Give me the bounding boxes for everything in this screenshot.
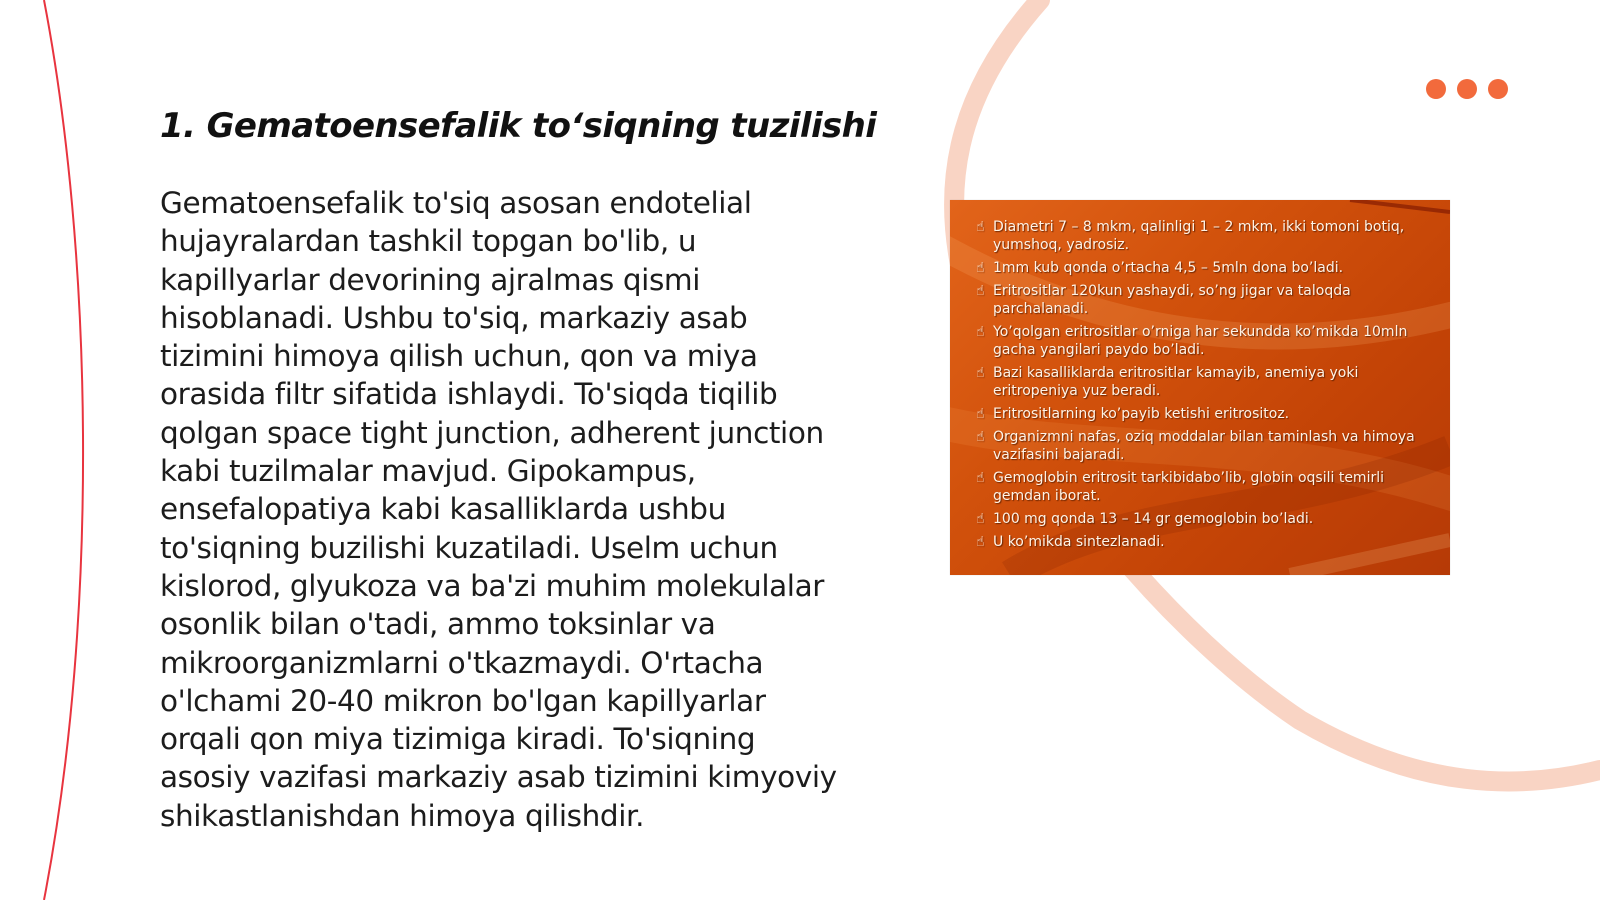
erythrocyte-bullet-list (976, 218, 1436, 556)
hand-pointer-icon: ☝ (976, 534, 985, 550)
bullet-text: Bazi kasalliklarda eritrositlar kamayib, anemiya yoki eritropeniya yuz beradi. (993, 365, 1359, 399)
bullet-item (976, 364, 1436, 400)
hand-pointer-icon: ☝ (976, 511, 985, 527)
bullet-item (976, 323, 1436, 359)
bullet-item (976, 282, 1436, 318)
hand-pointer-icon: ☝ (976, 219, 985, 235)
bullet-item (976, 428, 1436, 464)
bullet-item (976, 259, 1436, 277)
dot-icon (1457, 79, 1477, 99)
hand-pointer-icon: ☝ (976, 283, 985, 299)
dot-icon (1488, 79, 1508, 99)
bullet-text: U ko’mikda sintezlanadi. (993, 534, 1165, 550)
bullet-item (976, 469, 1436, 505)
hand-pointer-icon: ☝ (976, 429, 985, 445)
bullet-text: Yo’qolgan eritrositlar o’rniga har sekundda ko’mikda 10mln gacha yangilari paydo bo’ladi. (993, 324, 1408, 358)
bullet-text: Eritrositlarning ko’payib ketishi eritrositoz. (993, 406, 1290, 422)
bullet-item (976, 218, 1436, 254)
slide-title: 1. Gematoensefalik to‘siqning tuzilishi (160, 106, 877, 146)
bullet-item (976, 405, 1436, 423)
slide-body-text: Gematoensefalik to'siq asosan endotelial hujayralardan tashkil topgan bo'lib, u kapillyarlar devorining ajralmas qismi hisoblanadi. Ushbu to'siq, markaziy asab tizimini himoya qilish uchun, qon va miya orasida filtr sifatida ishlaydi. To'siqda tiqilib qolgan space tight junction, adherent junction kabi tuzilmalar mavjud. Gipokampus, ensefalopatiya kabi kasalliklarda ushbu to'siqning buzilishi kuzatiladi. Uselm uchun kislorod, glyukoza va ba'zi muhim molekulalar osonlik bilan o'tadi, ammo toksinlar va mikroorganizmlarni o'tkazmaydi. O'rtacha o'lchami 20-40 mikron bo'lgan kapillyarlar orqali qon miya tizimiga kiradi. To'siqning asosiy vazifasi markaziy asab tizimini kimyoviy shikastlanishdan himoya qilishdir. (160, 186, 837, 833)
bullet-item (976, 510, 1436, 528)
more-options-dots (1426, 79, 1508, 99)
bullet-text: Organizmni nafas, oziq moddalar bilan taminlash va himoya vazifasini bajaradi. (993, 429, 1415, 463)
bullet-text: Diametri 7 – 8 mkm, qalinligi 1 – 2 mkm, ikki tomoni botiq, yumshoq, yadrosiz. (993, 219, 1405, 253)
bullet-text: Gemoglobin eritrosit tarkibidabo’lib, globin oqsili temirli gemdan iborat. (993, 470, 1384, 504)
hand-pointer-icon: ☝ (976, 260, 985, 276)
bullet-item (976, 533, 1436, 551)
erythrocyte-info-image (950, 200, 1450, 575)
hand-pointer-icon: ☝ (976, 365, 985, 381)
hand-pointer-icon: ☝ (976, 406, 985, 422)
bullet-text: 1mm kub qonda o’rtacha 4,5 – 5mln dona bo’ladi. (993, 260, 1344, 276)
bullet-text: 100 mg qonda 13 – 14 gr gemoglobin bo’ladi. (993, 511, 1314, 527)
dot-icon (1426, 79, 1446, 99)
bullet-text: Eritrositlar 120kun yashaydi, so’ng jigar va taloqda parchalanadi. (993, 283, 1351, 317)
hand-pointer-icon: ☝ (976, 470, 985, 486)
hand-pointer-icon: ☝ (976, 324, 985, 340)
